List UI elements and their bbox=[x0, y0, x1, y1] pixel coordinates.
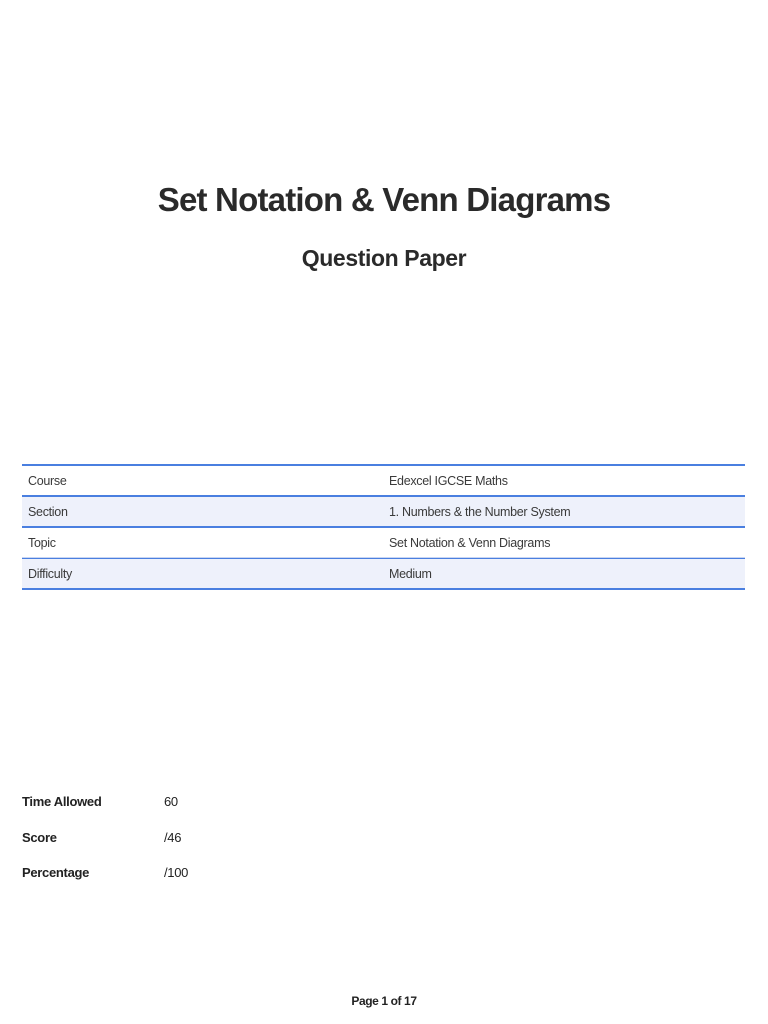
topic-value: Set Notation & Venn Diagrams bbox=[389, 535, 551, 550]
course-value: Edexcel IGCSE Maths bbox=[389, 473, 508, 488]
course-label: Course bbox=[28, 473, 67, 488]
course-info-table bbox=[22, 464, 745, 590]
meta-row-score bbox=[22, 820, 322, 856]
meta-row-percentage bbox=[22, 855, 322, 891]
exam-meta bbox=[22, 784, 322, 891]
time-allowed-value: 60 bbox=[164, 794, 178, 810]
document-subtitle: Question Paper bbox=[301, 245, 467, 271]
table-row-topic bbox=[22, 528, 745, 558]
page-number: Page 1 of 17 bbox=[351, 994, 417, 1008]
table-row-section bbox=[22, 497, 745, 528]
difficulty-value: Medium bbox=[389, 566, 432, 581]
table-row-course bbox=[22, 466, 745, 497]
time-allowed-label: Time Allowed bbox=[22, 794, 102, 810]
score-value: /46 bbox=[164, 829, 182, 845]
section-label: Section bbox=[28, 504, 68, 519]
difficulty-label: Difficulty bbox=[28, 566, 73, 581]
percentage-label: Percentage bbox=[22, 865, 90, 881]
table-row-difficulty bbox=[22, 558, 745, 590]
topic-label: Topic bbox=[28, 535, 56, 550]
document-title: Set Notation & Venn Diagrams bbox=[157, 181, 611, 218]
meta-row-time bbox=[22, 784, 322, 820]
score-label: Score bbox=[22, 829, 57, 845]
section-value: 1. Numbers & the Number System bbox=[389, 504, 571, 519]
percentage-value: /100 bbox=[164, 865, 189, 881]
